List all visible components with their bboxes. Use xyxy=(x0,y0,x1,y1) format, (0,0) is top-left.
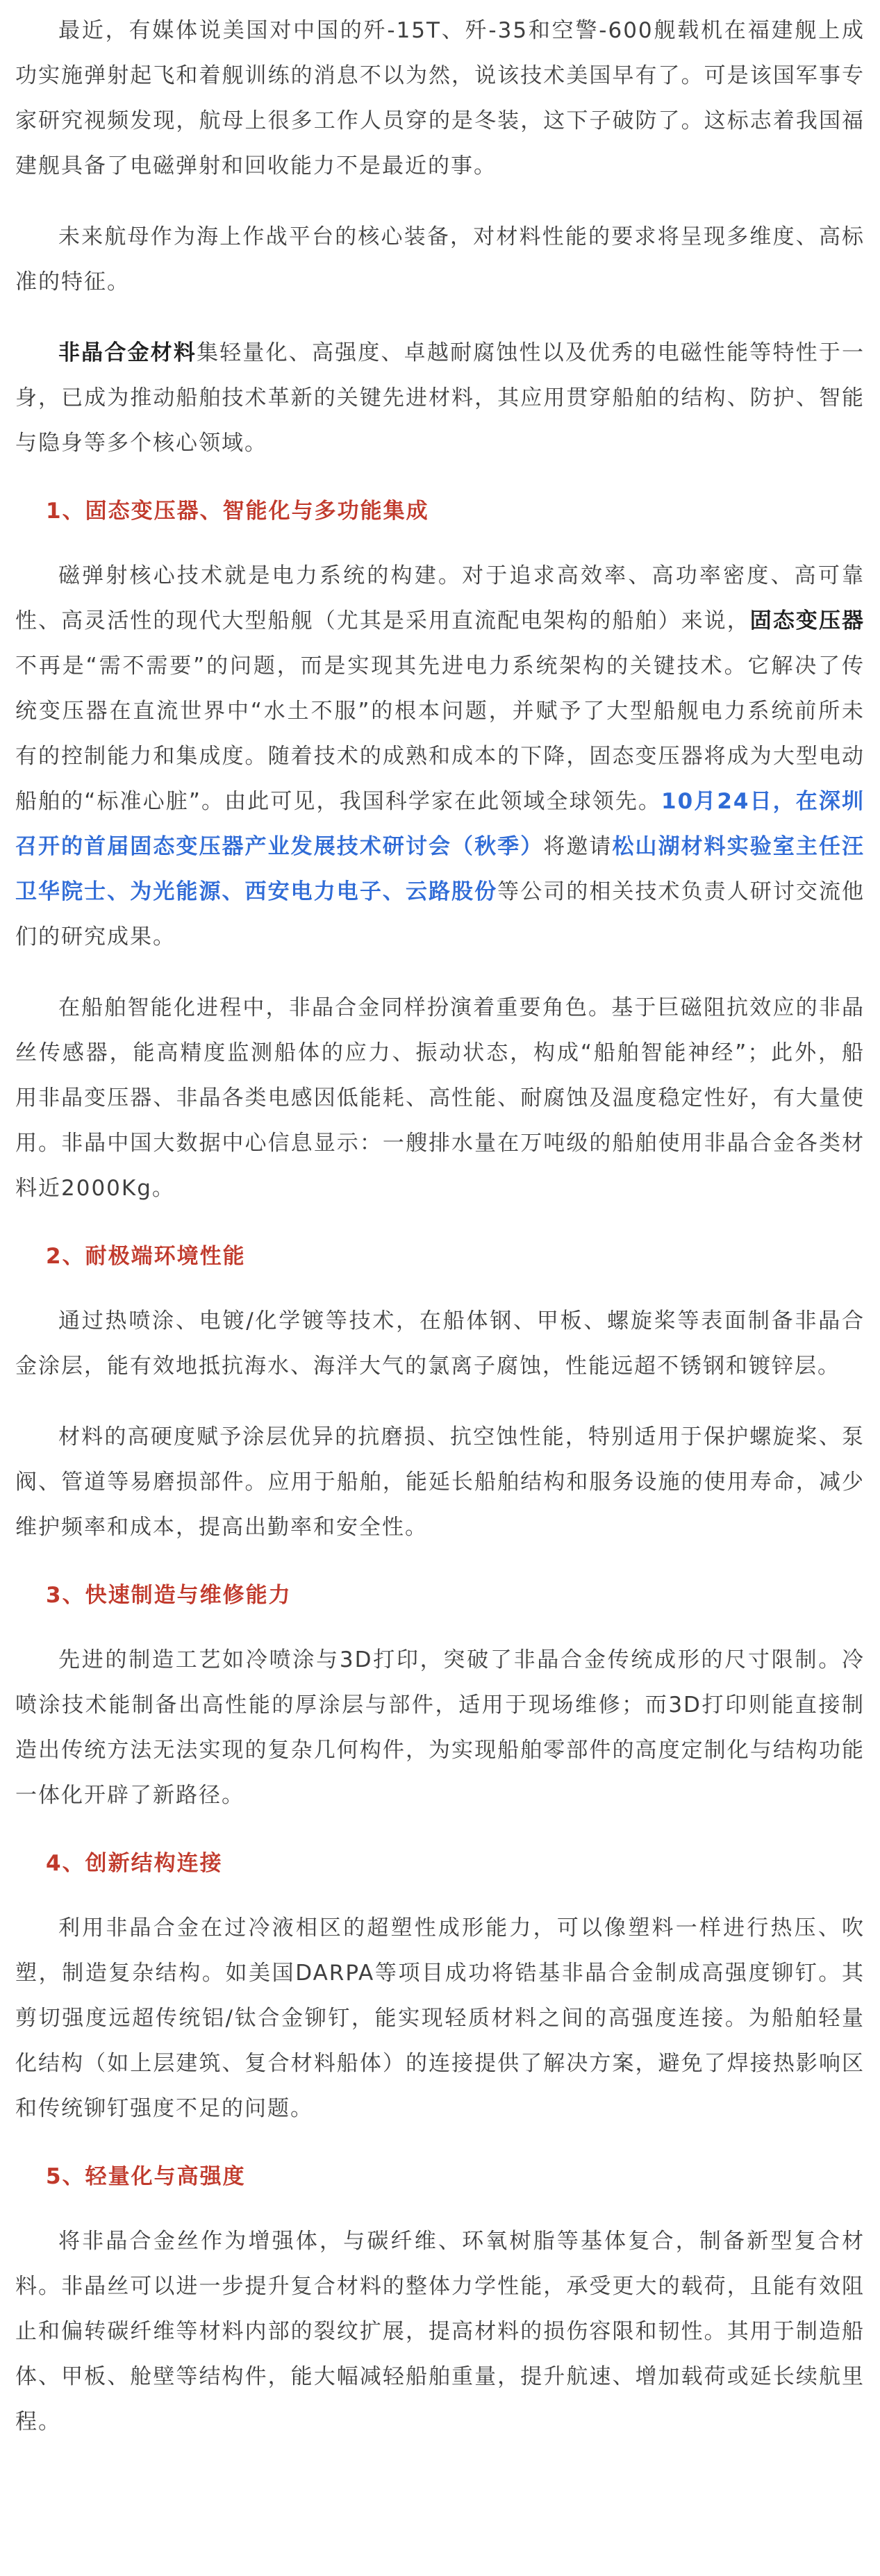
section-1-paragraph-2: 在船舶智能化进程中，非晶合金同样扮演着重要角色。基于巨磁阻抗效应的非晶丝传感器，能高精度监测船体的应力、振动状态，构成“船舶智能神经”；此外，船用非晶变压器、非晶各类电感因低能耗、高性能、耐腐蚀及温度稳定性好，有大量使用。非晶中国大数据中心信息显示：一艘排水量在万吨级的船舶使用非晶合金各类材料近2000Kg。 xyxy=(15,995,865,1201)
section-5-heading: 5、轻量化与高强度 xyxy=(46,2164,246,2189)
section-2-paragraph-1: 通过热喷涂、电镀/化学镀等技术，在船体钢、甲板、螺旋桨等表面制备非晶合金涂层，能有效地抵抗海水、海洋大气的氯离子腐蚀，性能远超不锈钢和镀锌层。 xyxy=(15,1308,865,1379)
section-4-heading: 4、创新结构连接 xyxy=(46,1851,223,1876)
participants-highlight: 松山湖材料实验室主任汪卫华院士、为光能源、西安电力电子、云路股份 xyxy=(15,834,865,904)
solid-state-transformer-term: 固态变压器 xyxy=(749,608,865,633)
section-1-paragraph-1 xyxy=(15,554,865,960)
section-5-paragraph-1: 将非晶合金丝作为增强体，与碳纤维、环氧树脂等基体复合，制备新型复合材料。非晶丝可以进一步提升复合材料的整体力学性能，承受更大的载荷，且能有效阻止和偏转碳纤维等材料内部的裂纹扩展，提高材料的损伤容限和韧性。其用于制造船体、甲板、舱壁等结构件，能大幅减轻船舶重量，提升航速、增加载荷或延长续航里程。 xyxy=(15,2229,865,2434)
section-1-text-b: 不再是“需不需要”的问题，而是实现其先进电力系统架构的关键技术。它解决了传统变压器在直流世界中“水土不服”的根本问题，并赋予了大型船舰电力系统前所未有的控制能力和集成度。随着技术的成熟和成本的下降，固态变压器将成为大型电动船舶的“标准心脏”。由此可见，我国科学家在此领域全球领先。 xyxy=(15,654,865,814)
section-4-paragraph-1: 利用非晶合金在过冷液相区的超塑性成形能力，可以像塑料一样进行热压、吹塑，制造复杂结构。如美国DARPA等项目成功将锆基非晶合金制成高强度铆钉。其剪切强度远超传统铝/钛合金铆钉，能实现轻质材料之间的高强度连接。为船舶轻量化结构（如上层建筑、复合材料船体）的连接提供了解决方案，避免了焊接热影响区和传统铆钉强度不足的问题。 xyxy=(15,1916,865,2121)
section-2-paragraph-2: 材料的高硬度赋予涂层优异的抗磨损、抗空蚀性能，特别适用于保护螺旋桨、泵阀、管道等易磨损部件。应用于船舶，能延长船舶结构和服务设施的使用寿命，减少维护频率和成本，提高出勤率和安全性。 xyxy=(15,1424,865,1540)
section-1-text-a: 磁弹射核心技术就是电力系统的构建。对于追求高效率、高功率密度、高可靠性、高灵活性的现代大型船舰（尤其是采用直流配电架构的船舶）来说， xyxy=(15,563,865,633)
intro-paragraph-2: 未来航母作为海上作战平台的核心装备，对材料性能的要求将呈现多维度、高标准的特征。 xyxy=(15,224,865,294)
section-1-heading: 1、固态变压器、智能化与多功能集成 xyxy=(46,499,429,524)
intro-paragraph-3 xyxy=(15,331,865,466)
intro-paragraph-1: 最近，有媒体说美国对中国的歼-15T、歼-35和空警-600舰载机在福建舰上成功实施弹射起飞和着舰训练的消息不以为然，说该技术美国早有了。可是该国军事专家研究视频发现，航母上很多工作人员穿的是冬装，这下子破防了。这标志着我国福建舰具备了电磁弹射和回收能力不是最近的事。 xyxy=(15,18,865,178)
seminar-highlight: 10月24日，在深圳召开的首届固态变压器产业发展技术研讨会（秋季） xyxy=(15,789,865,859)
section-1-text-d: 等公司的相关技术负责人研讨交流他们的研究成果。 xyxy=(15,879,865,949)
section-3-heading: 3、快速制造与维修能力 xyxy=(46,1583,292,1608)
amorphous-alloy-term: 非晶合金材料 xyxy=(58,340,197,365)
intro-paragraph-3-text: 集轻量化、高强度、卓越耐腐蚀性以及优秀的电磁性能等特性于一身，已成为推动船舶技术革新的关键先进材料，其应用贯穿船舶的结构、防护、智能与隐身等多个核心领域。 xyxy=(15,340,865,456)
section-2-heading: 2、耐极端环境性能 xyxy=(46,1244,246,1269)
section-3-paragraph-1: 先进的制造工艺如冷喷涂与3D打印，突破了非晶合金传统成形的尺寸限制。冷喷涂技术能制备出高性能的厚涂层与部件，适用于现场维修；而3D打印则能直接制造出传统方法无法实现的复杂几何构件，为实现船舶零部件的高度定制化与结构功能一体化开辟了新路径。 xyxy=(15,1647,865,1808)
section-1-text-c: 将邀请 xyxy=(543,834,613,859)
